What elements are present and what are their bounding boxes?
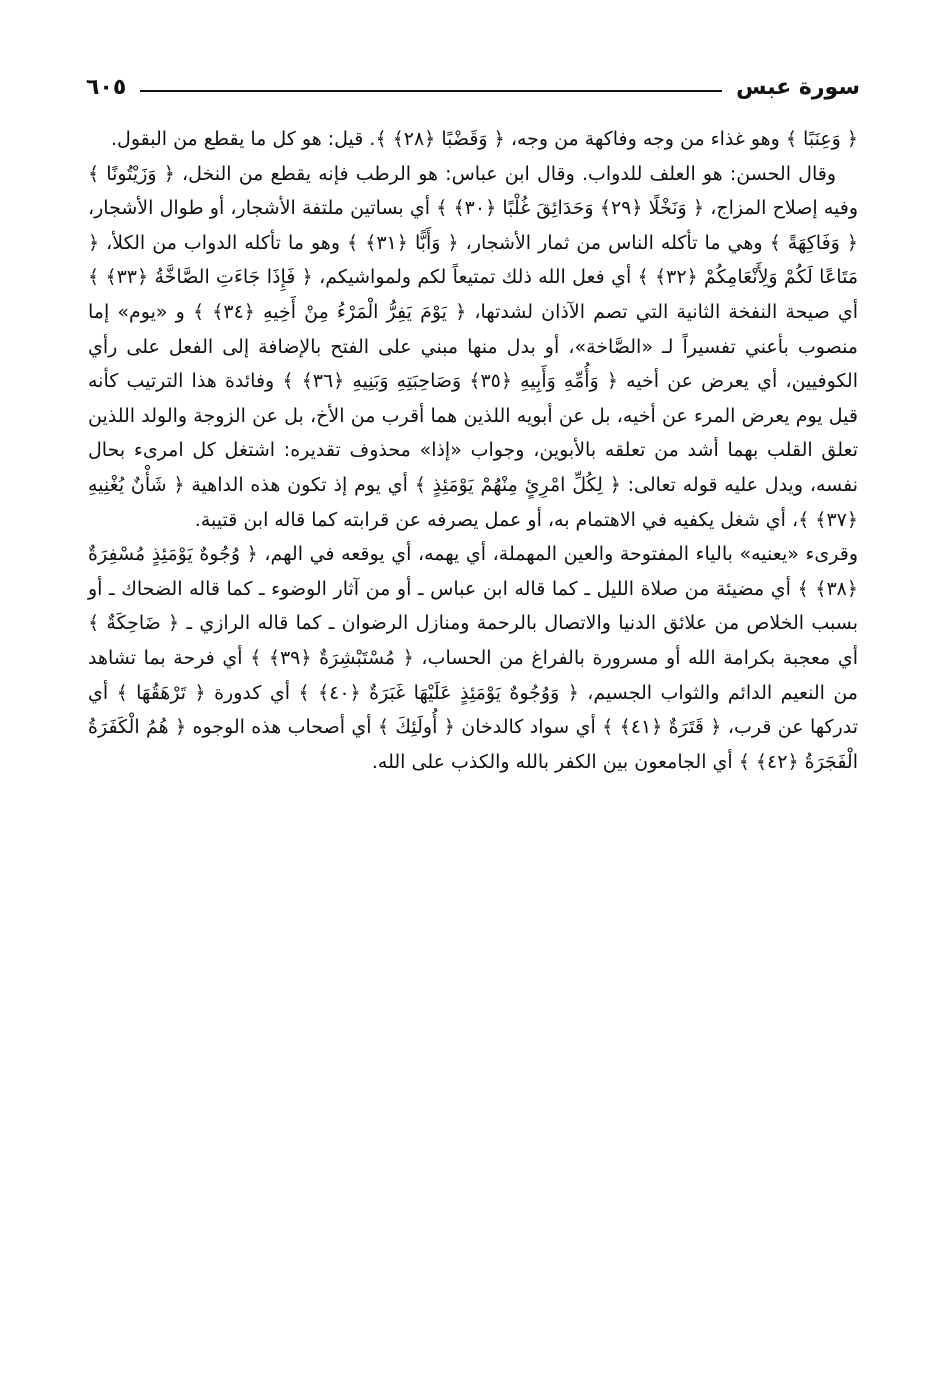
page-body bbox=[88, 122, 858, 779]
surah-title: سورة عبس bbox=[736, 74, 860, 100]
header-rule bbox=[140, 90, 722, 92]
paragraph: ﴿ وَعِنَبًا ﴾ وهو غذاء من وجه وفاكهة من وجه، ﴿ وَقَضْبًا ﴿٢٨﴾ ﴾. قيل: هو كل ما يقطع من البقول. bbox=[110, 128, 858, 150]
page-number: ٦٠٥ bbox=[86, 74, 127, 100]
page-header bbox=[86, 70, 860, 104]
paragraph: وقرىء «يعنيه» بالياء المفتوحة والعين المهملة، أي يهمه، أي يوقعه في الهم، ﴿ وُجُوهٌ يَوْمَئِذٍ مُسْفِرَةٌ ﴿٣٨﴾ ﴾ أي مضيئة من صلاة الليل ـ كما قاله ابن عباس ـ أو من آثار الوضوء ـ كما قاله الضحاك ـ أو بسبب الخلاص من علائق الدنيا والاتصال بالرحمة ومنازل الرضوان ـ كما قاله الرازي ـ ﴿ ضَاحِكَةٌ ﴾ أي معجبة بكرامة الله أو مسرورة بالفراغ من الحساب، ﴿ مُسْتَبْشِرَةٌ ﴿٣٩﴾ ﴾ أي فرحة بما تشاهد من النعيم الدائم والثواب الجسيم، ﴿ وَوُجُوهٌ يَوْمَئِذٍ عَلَيْهَا غَبَرَةٌ ﴿٤٠﴾ ﴾ أي كدورة ﴿ تَرْهَقُهَا ﴾ أي تدركها عن قرب، ﴿ قَتَرَةٌ ﴿٤١﴾ ﴾ أي سواد كالدخان ﴿ أُولَئِكَ ﴾ أي أصحاب هذه الوجوه ﴿ هُمُ الْكَفَرَةُ الْفَجَرَةُ ﴿٤٢﴾ ﴾ أي الجامعون بين الكفر بالله والكذب على الله. bbox=[88, 543, 858, 773]
paragraph: وقال الحسن: هو العلف للدواب. وقال ابن عباس: هو الرطب فإنه يقطع من النخل، ﴿ وَزَيْتُونًا ﴾ وفيه إصلاح المزاج، ﴿ وَنَخْلًا ﴿٢٩﴾ وَحَدَائِقَ غُلْبًا ﴿٣٠﴾ ﴾ أي بساتين ملتفة الأشجار، أو طوال الأشجار، ﴿ وَفَاكِهَةً ﴾ وهي ما تأكله الناس من ثمار الأشجار، ﴿ وَأَبًّا ﴿٣١﴾ ﴾ وهو ما تأكله الدواب من الكلأ، ﴿ مَتَاعًا لَكُمْ وَلِأَنْعَامِكُمْ ﴿٣٢﴾ ﴾ أي فعل الله ذلك تمتيعاً لكم ولمواشيكم، ﴿ فَإِذَا جَاءَتِ الصَّاخَّةُ ﴿٣٣﴾ ﴾ أي صيحة النفخة الثانية التي تصم الآذان لشدتها، ﴿ يَوْمَ يَفِرُّ الْمَرْءُ مِنْ أَخِيهِ ﴿٣٤﴾ ﴾ و «يوم» إما منصوب بأعني تفسيراً لـ «الصَّاخة»، أو بدل منها مبني على الفتح بالإضافة إلى الفعل على رأي الكوفيين، أي يعرض عن أخيه ﴿ وَأُمِّهِ وَأَبِيهِ ﴿٣٥﴾ وَصَاحِبَتِهِ وَبَنِيهِ ﴿٣٦﴾ ﴾ وفائدة هذا الترتيب كأنه قيل يوم يعرض المرء عن أخيه، بل عن أبويه اللذين هما أقرب من الأخ، بل عن الزوجة والولد اللذين تعلق القلب بهما أشد من تعلقه بالأبوين، وجواب «إذا» محذوف تقديره: اشتغل كل امرىء بحال نفسه، ويدل عليه قوله تعالى: ﴿ لِكُلِّ امْرِئٍ مِنْهُمْ يَوْمَئِذٍ ﴾ أي يوم إذ تكون هذه الداهية ﴿ شَأْنٌ يُغْنِيهِ ﴿٣٧﴾ ﴾، أي شغل يكفيه في الاهتمام به، أو عمل يصرفه عن قرابته كما قاله ابن قتيبة. bbox=[88, 162, 858, 531]
